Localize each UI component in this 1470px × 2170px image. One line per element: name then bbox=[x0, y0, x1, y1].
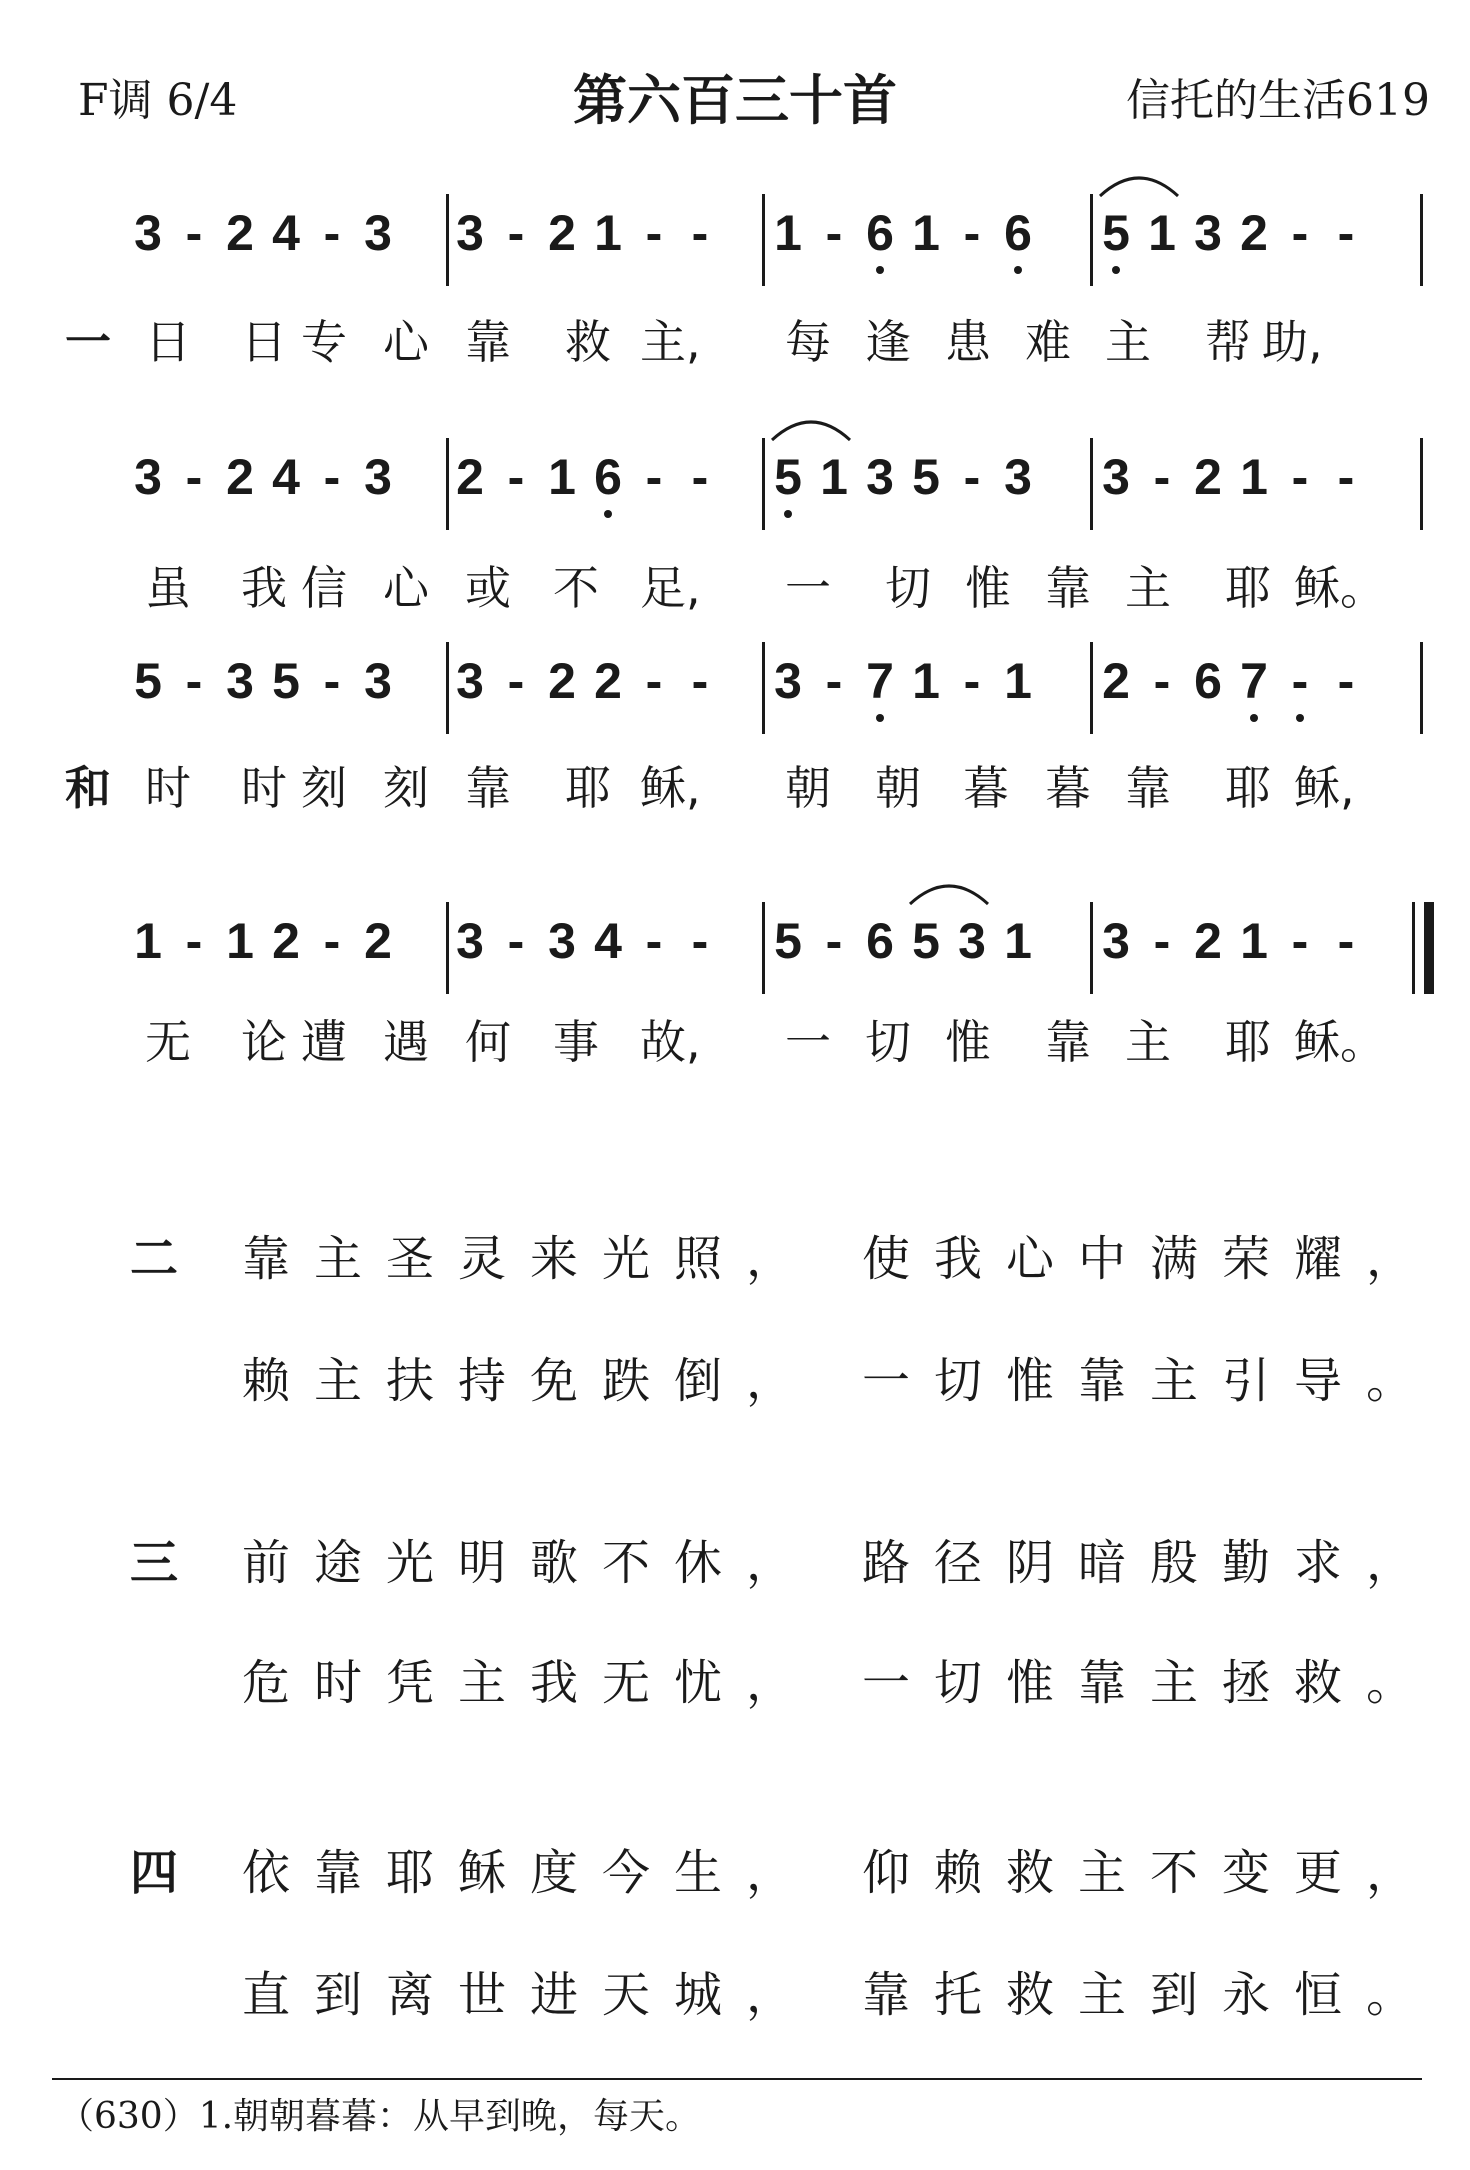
lyric-syllable: 暮 bbox=[963, 761, 1009, 815]
dash-extension: - bbox=[507, 205, 525, 261]
barline bbox=[1090, 194, 1093, 286]
lyric-syllable: 靠 bbox=[1045, 561, 1091, 615]
low-octave-dot bbox=[1250, 714, 1258, 722]
note: 6 bbox=[866, 205, 894, 261]
lyric-syllable: 稣, bbox=[1294, 761, 1355, 815]
lyric-syllable: 靠 bbox=[465, 315, 511, 369]
note: 3 bbox=[1004, 449, 1032, 505]
dash-extension: - bbox=[323, 653, 341, 709]
dash-extension: - bbox=[963, 449, 981, 505]
dash-extension: - bbox=[645, 653, 663, 709]
note: 7 bbox=[866, 653, 894, 709]
lyric-syllable: 遭 bbox=[301, 1015, 347, 1069]
verse-line: 一切惟靠主拯救。 bbox=[862, 1655, 1439, 1711]
footnote-rule bbox=[52, 2078, 1422, 2080]
note: 1 bbox=[1004, 913, 1032, 969]
dash-extension: - bbox=[963, 205, 981, 261]
note: 3 bbox=[1102, 913, 1130, 969]
barline bbox=[1420, 194, 1423, 286]
dash-extension: - bbox=[963, 653, 981, 709]
lyric-syllable: 刻 bbox=[383, 761, 429, 815]
dash-extension: - bbox=[507, 653, 525, 709]
verse-number: 三 bbox=[130, 1535, 179, 1591]
lyric-syllable: 主, bbox=[640, 315, 701, 369]
lyric-syllable: 耶 bbox=[1225, 1015, 1271, 1069]
lyric-syllable: 一 bbox=[785, 1015, 831, 1069]
dash-extension: - bbox=[1291, 449, 1309, 505]
final-barline bbox=[1424, 902, 1434, 994]
lyric-syllable: 时 bbox=[145, 761, 191, 815]
note: 3 bbox=[456, 205, 484, 261]
note: 1 bbox=[820, 449, 848, 505]
lyric-syllable: 切 bbox=[865, 1015, 911, 1069]
verse-line: 路径阴暗殷勤求， bbox=[862, 1535, 1439, 1591]
dash-extension: - bbox=[691, 205, 709, 261]
key-time-signature: F调 6/4 bbox=[78, 75, 238, 126]
note: 5 bbox=[774, 913, 802, 969]
lyric-syllable: 耶 bbox=[1225, 761, 1271, 815]
note: 2 bbox=[226, 205, 254, 261]
dash-extension: - bbox=[507, 449, 525, 505]
low-octave-dot bbox=[1112, 266, 1120, 274]
dash-extension: - bbox=[1291, 205, 1309, 261]
note: 2 bbox=[1194, 913, 1222, 969]
note: 5 bbox=[774, 449, 802, 505]
dash-extension: - bbox=[1337, 653, 1355, 709]
lyric-syllable: 无 bbox=[145, 1015, 191, 1069]
dash-extension: - bbox=[323, 205, 341, 261]
verse-line: 使我心中满荣耀， bbox=[862, 1231, 1439, 1287]
lyric-syllable: 何 bbox=[465, 1015, 511, 1069]
note: 3 bbox=[548, 913, 576, 969]
dash-extension: - bbox=[825, 205, 843, 261]
dash-extension: - bbox=[185, 449, 203, 505]
note: 1 bbox=[594, 205, 622, 261]
lyric-syllable: 朝 bbox=[875, 761, 921, 815]
note: 2 bbox=[1240, 205, 1268, 261]
note: 2 bbox=[548, 653, 576, 709]
note: 3 bbox=[134, 449, 162, 505]
verse-line: 依靠耶稣度今生， bbox=[242, 1845, 819, 1901]
note: 1 bbox=[1148, 205, 1176, 261]
dash-extension: - bbox=[1337, 205, 1355, 261]
note: 3 bbox=[134, 205, 162, 261]
lyric-syllable: 故, bbox=[640, 1015, 701, 1069]
barline bbox=[446, 902, 449, 994]
verse-line: 前途光明歌不休， bbox=[242, 1535, 819, 1591]
low-octave-dot bbox=[784, 510, 792, 518]
lyric-syllable: 信 bbox=[301, 561, 347, 615]
note: 3 bbox=[1102, 449, 1130, 505]
lyric-syllable: 刻 bbox=[301, 761, 347, 815]
lyric-syllable: 日 bbox=[241, 315, 287, 369]
verse-number: 四 bbox=[130, 1845, 179, 1901]
note: 3 bbox=[364, 449, 392, 505]
low-octave-dot bbox=[604, 510, 612, 518]
lyric-syllable: 切 bbox=[885, 561, 931, 615]
lyric-syllable: 难 bbox=[1025, 315, 1071, 369]
lyric-syllable: 助, bbox=[1262, 315, 1323, 369]
lyric-syllable: 靠 bbox=[1045, 1015, 1091, 1069]
note: 1 bbox=[774, 205, 802, 261]
low-octave-dot bbox=[1014, 266, 1022, 274]
lyric-syllable: 帮 bbox=[1205, 315, 1251, 369]
note: 5 bbox=[912, 913, 940, 969]
note: 6 bbox=[866, 913, 894, 969]
barline bbox=[762, 438, 765, 530]
dash-extension: - bbox=[1337, 449, 1355, 505]
note: 6 bbox=[594, 449, 622, 505]
note: 1 bbox=[912, 205, 940, 261]
lyric-syllable: 虽 bbox=[145, 561, 191, 615]
lyric-syllable: 主 bbox=[1125, 561, 1171, 615]
dash-extension: - bbox=[185, 913, 203, 969]
lyric-syllable: 时 bbox=[241, 761, 287, 815]
lyric-syllable: 暮 bbox=[1045, 761, 1091, 815]
lyric-syllable: 稣。 bbox=[1294, 561, 1386, 615]
barline bbox=[762, 194, 765, 286]
lyric-syllable: 事 bbox=[553, 1015, 599, 1069]
dash-extension: - bbox=[1291, 913, 1309, 969]
lyric-syllable: 一 bbox=[785, 561, 831, 615]
lyric-syllable: 足, bbox=[640, 561, 701, 615]
note: 2 bbox=[272, 913, 300, 969]
lyric-syllable: 论 bbox=[241, 1015, 287, 1069]
dash-extension: - bbox=[507, 913, 525, 969]
low-octave-dot bbox=[876, 714, 884, 722]
dash-extension: - bbox=[645, 913, 663, 969]
lyric-syllable: 惟 bbox=[965, 561, 1011, 615]
note: 1 bbox=[1240, 449, 1268, 505]
dash-extension: - bbox=[825, 913, 843, 969]
barline bbox=[446, 438, 449, 530]
lyric-syllable: 不 bbox=[553, 561, 599, 615]
note: 1 bbox=[226, 913, 254, 969]
note: 2 bbox=[364, 913, 392, 969]
note: 3 bbox=[364, 653, 392, 709]
note: 1 bbox=[1004, 653, 1032, 709]
note: 4 bbox=[272, 449, 300, 505]
lyric-syllable: 耶 bbox=[1225, 561, 1271, 615]
note: 2 bbox=[1102, 653, 1130, 709]
barline bbox=[1420, 438, 1423, 530]
barline bbox=[1412, 902, 1415, 994]
verse-line: 危时凭主我无忧， bbox=[242, 1655, 819, 1711]
note: 5 bbox=[912, 449, 940, 505]
lyric-syllable: 每 bbox=[785, 315, 831, 369]
barline bbox=[446, 642, 449, 734]
lyric-syllable: 心 bbox=[383, 315, 429, 369]
note: 5 bbox=[134, 653, 162, 709]
hymn-reference: 信托的生活619 bbox=[1126, 75, 1430, 126]
note: 1 bbox=[548, 449, 576, 505]
dash-extension: - bbox=[185, 205, 203, 261]
lyric-syllable: 逢 bbox=[865, 315, 911, 369]
note: 2 bbox=[226, 449, 254, 505]
note: 3 bbox=[958, 913, 986, 969]
barline bbox=[446, 194, 449, 286]
slur-mark bbox=[906, 878, 992, 908]
dash-extension: - bbox=[691, 449, 709, 505]
lyric-syllable: 靠 bbox=[1125, 761, 1171, 815]
lyric-syllable: 靠 bbox=[465, 761, 511, 815]
verse-line: 靠主圣灵来光照， bbox=[242, 1231, 819, 1287]
barline bbox=[1090, 902, 1093, 994]
verse-line: 赖主扶持免跌倒， bbox=[242, 1353, 819, 1409]
note: 3 bbox=[1194, 205, 1222, 261]
verse-number: 二 bbox=[130, 1231, 179, 1287]
lyric-syllable: 日 bbox=[145, 315, 191, 369]
lyric-syllable: 主 bbox=[1105, 315, 1151, 369]
dash-extension: - bbox=[323, 913, 341, 969]
low-octave-dot bbox=[876, 266, 884, 274]
dash-extension: - bbox=[645, 205, 663, 261]
note: 3 bbox=[456, 913, 484, 969]
note: 2 bbox=[548, 205, 576, 261]
note: 2 bbox=[594, 653, 622, 709]
note: 4 bbox=[594, 913, 622, 969]
dash-extension: - bbox=[1337, 913, 1355, 969]
dash-extension: - bbox=[1291, 653, 1309, 709]
note: 3 bbox=[364, 205, 392, 261]
dash-extension: - bbox=[645, 449, 663, 505]
lyric-syllable: 和 bbox=[65, 761, 111, 815]
note: 6 bbox=[1004, 205, 1032, 261]
lyric-syllable: 一 bbox=[65, 315, 111, 369]
barline bbox=[762, 642, 765, 734]
lyric-syllable: 救 bbox=[565, 315, 611, 369]
lyric-syllable: 惟 bbox=[945, 1015, 991, 1069]
note: 7 bbox=[1240, 653, 1268, 709]
hymn-title: 第六百三十首 bbox=[573, 69, 897, 132]
note: 3 bbox=[774, 653, 802, 709]
dash-extension: - bbox=[1153, 653, 1171, 709]
dash-extension: - bbox=[323, 449, 341, 505]
note: 1 bbox=[1240, 913, 1268, 969]
lyric-syllable: 遇 bbox=[383, 1015, 429, 1069]
verse-line: 一切惟靠主引导。 bbox=[862, 1353, 1439, 1409]
note: 3 bbox=[226, 653, 254, 709]
barline bbox=[1090, 642, 1093, 734]
lyric-syllable: 心 bbox=[383, 561, 429, 615]
note: 6 bbox=[1194, 653, 1222, 709]
lyric-syllable: 朝 bbox=[785, 761, 831, 815]
note: 5 bbox=[1102, 205, 1130, 261]
lyric-syllable: 主 bbox=[1125, 1015, 1171, 1069]
note: 3 bbox=[866, 449, 894, 505]
lyric-syllable: 专 bbox=[301, 315, 347, 369]
verse-line: 靠托救主到永恒。 bbox=[862, 1967, 1439, 2023]
lyric-syllable: 稣。 bbox=[1294, 1015, 1386, 1069]
barline bbox=[1420, 642, 1423, 734]
verse-line: 直到离世进天城， bbox=[242, 1967, 819, 2023]
barline bbox=[1090, 438, 1093, 530]
note: 1 bbox=[912, 653, 940, 709]
dash-extension: - bbox=[691, 653, 709, 709]
barline bbox=[762, 902, 765, 994]
note: 2 bbox=[456, 449, 484, 505]
note: 3 bbox=[456, 653, 484, 709]
verse-line: 仰赖救主不变更， bbox=[862, 1845, 1439, 1901]
note: 5 bbox=[272, 653, 300, 709]
slur-mark bbox=[1096, 170, 1182, 200]
note: 4 bbox=[272, 205, 300, 261]
lyric-syllable: 稣, bbox=[640, 761, 701, 815]
lyric-syllable: 或 bbox=[465, 561, 511, 615]
low-octave-dot bbox=[1296, 714, 1304, 722]
note: 1 bbox=[134, 913, 162, 969]
lyric-syllable: 耶 bbox=[565, 761, 611, 815]
lyric-syllable: 患 bbox=[945, 315, 991, 369]
lyric-syllable: 我 bbox=[241, 561, 287, 615]
dash-extension: - bbox=[825, 653, 843, 709]
dash-extension: - bbox=[691, 913, 709, 969]
note: 2 bbox=[1194, 449, 1222, 505]
dash-extension: - bbox=[1153, 449, 1171, 505]
footnote: （630）1.朝朝暮暮：从早到晚，每天。 bbox=[58, 2096, 702, 2137]
slur-mark bbox=[768, 414, 854, 444]
dash-extension: - bbox=[185, 653, 203, 709]
dash-extension: - bbox=[1153, 913, 1171, 969]
